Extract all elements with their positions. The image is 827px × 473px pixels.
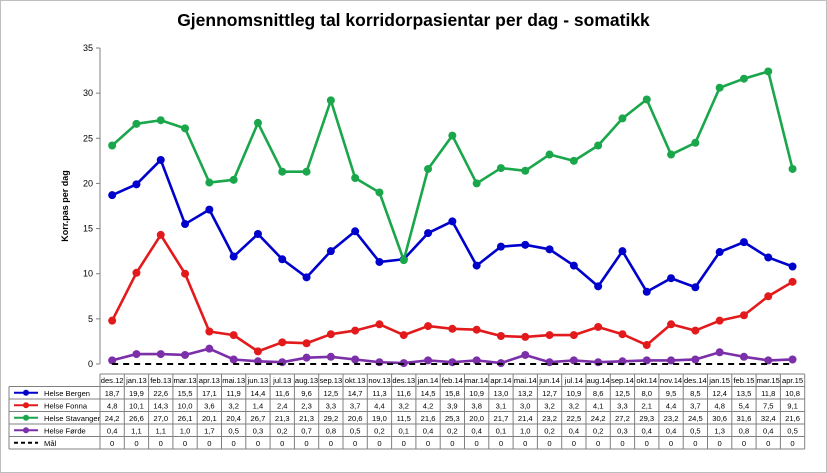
data-point	[375, 188, 383, 196]
data-point	[497, 243, 505, 251]
data-table-cell: 8,6	[592, 388, 604, 398]
y-axis-label: Korr.pas per dag	[60, 170, 70, 242]
data-point	[254, 230, 262, 238]
data-table-cell: 8,5	[690, 388, 701, 398]
data-point	[740, 75, 748, 83]
data-table-cell: 21,7	[493, 413, 509, 423]
data-point	[375, 320, 383, 328]
data-table-cell: 30,6	[712, 413, 728, 423]
data-table-cell: 0	[401, 438, 406, 448]
data-table-cell: 0,4	[422, 426, 434, 436]
data-point	[789, 278, 797, 286]
data-table-cell: 18,7	[104, 388, 120, 398]
data-table-cell: 9,5	[665, 388, 677, 398]
data-point	[254, 119, 262, 127]
data-table-cell: 1,4	[252, 401, 264, 411]
data-point	[205, 179, 213, 187]
data-table-cell: 0	[110, 438, 115, 448]
data-table-cell: 3,1	[495, 401, 507, 411]
legend-marker-1	[23, 402, 29, 408]
x-tick-label: nov.14	[659, 376, 683, 385]
data-point	[230, 176, 238, 184]
data-table-cell: 17,1	[201, 388, 217, 398]
data-table-cell: 5,4	[738, 401, 750, 411]
data-table-cell: 24,5	[687, 413, 703, 423]
data-table-cell: 3,3	[617, 401, 628, 411]
data-point	[643, 95, 651, 103]
x-tick-label: mai.14	[513, 376, 537, 385]
data-table-cell: 2,3	[301, 401, 312, 411]
data-point	[132, 180, 140, 188]
data-table-cell: 0,8	[325, 426, 337, 436]
x-tick-label: jan.13	[126, 376, 147, 385]
data-point	[497, 164, 505, 172]
data-table-cell: 11,8	[761, 388, 776, 398]
data-table-cell: 32,4	[760, 413, 776, 423]
x-tick-label: feb.15	[733, 376, 755, 385]
data-table-cell: 0	[255, 438, 261, 448]
data-table-cell: 14,7	[347, 388, 363, 398]
data-point	[716, 248, 724, 256]
data-table-cell: 0	[498, 438, 504, 448]
data-table-cell: 21,4	[517, 413, 533, 423]
data-point	[546, 331, 554, 339]
data-table-cell: 4,2	[422, 401, 434, 411]
data-table-cell: 3,2	[544, 401, 555, 411]
data-table-cell: 13,5	[736, 388, 752, 398]
data-point	[400, 331, 408, 339]
data-point	[570, 262, 578, 270]
data-table-cell: 26,6	[129, 413, 144, 423]
data-table-cell: 21,6	[420, 413, 436, 423]
x-tick-label: aug.14	[586, 376, 610, 385]
x-tick-label: mai.13	[222, 376, 246, 385]
data-table-cell: 0,4	[106, 426, 118, 436]
data-table-cell: 20,4	[226, 413, 242, 423]
data-table-cell: 12,7	[542, 388, 557, 398]
x-tick-label: mar.15	[756, 376, 780, 385]
data-table-cell: 12,5	[323, 388, 339, 398]
data-table-cell: 11,6	[275, 388, 290, 398]
data-point	[181, 124, 189, 132]
x-tick-label: des.14	[683, 376, 707, 385]
data-table-cell: 0,5	[690, 426, 701, 436]
data-table-cell: 0	[207, 438, 212, 448]
data-point	[132, 350, 140, 358]
data-point	[789, 165, 797, 173]
data-point	[789, 355, 797, 363]
data-table-cell: 9,1	[787, 401, 798, 411]
data-point	[424, 165, 432, 173]
x-tick-label: feb.14	[441, 376, 463, 385]
data-table-cell: 0	[182, 438, 188, 448]
data-table-cell: 20,1	[201, 413, 217, 423]
data-table-cell: 0,1	[398, 426, 410, 436]
data-point	[157, 116, 165, 124]
data-table-cell: 21,3	[299, 413, 314, 423]
data-table-cell: 23,2	[663, 413, 679, 423]
data-table-cell: 0	[450, 438, 455, 448]
data-table-cell: 0	[231, 438, 236, 448]
chart-title: Gjennomsnittleg tal korridorpasientar per dag - somatikk	[177, 10, 650, 30]
data-point	[132, 269, 140, 277]
data-table-cell: 26,7	[250, 413, 266, 423]
y-tick-label: 30	[82, 88, 93, 99]
data-table-cell: 3,2	[568, 401, 580, 411]
data-table-cell: 0	[790, 438, 795, 448]
legend-label: Mål	[44, 438, 57, 448]
data-table-cell: 3,2	[228, 401, 239, 411]
data-table-cell: 4,8	[714, 401, 725, 411]
data-point	[351, 355, 359, 363]
data-table-cell: 0	[620, 438, 625, 448]
x-tick-label: sep.13	[319, 376, 343, 385]
data-point	[230, 331, 238, 339]
x-tick-label: jan.14	[417, 376, 439, 385]
data-point	[351, 227, 359, 235]
data-point	[303, 273, 311, 281]
data-point	[205, 206, 213, 214]
data-point	[424, 229, 432, 237]
data-table-cell: 0	[766, 438, 771, 448]
data-point	[497, 332, 505, 340]
data-point	[764, 292, 772, 300]
data-point	[108, 191, 116, 199]
data-table-cell: 0	[547, 438, 552, 448]
data-point	[424, 322, 432, 330]
series-line-0	[112, 160, 792, 292]
data-point	[594, 323, 602, 331]
data-table-cell: 21,6	[785, 413, 800, 423]
x-tick-label: okt.14	[636, 376, 658, 385]
data-table-cell: 0	[596, 438, 601, 448]
series-line-2	[112, 71, 792, 260]
data-point	[618, 330, 626, 338]
data-table-cell: 11,9	[226, 388, 241, 398]
y-tick-label: 0	[87, 359, 93, 369]
data-table-cell: 10,1	[129, 401, 144, 411]
y-tick-label: 20	[82, 178, 93, 189]
data-table-cell: 0,3	[252, 426, 264, 436]
data-table-cell: 0	[571, 438, 576, 448]
data-table-cell: 11,5	[396, 413, 411, 423]
data-point	[764, 67, 772, 75]
data-point	[157, 231, 165, 239]
series-line-1	[112, 235, 792, 351]
data-table-cell: 1,0	[519, 426, 531, 436]
data-table-cell: 31,6	[736, 413, 752, 423]
data-table-cell: 1,3	[714, 426, 725, 436]
data-point	[108, 317, 116, 325]
data-table-cell: 13,0	[493, 388, 509, 398]
data-table-cell: 13,2	[517, 388, 533, 398]
legend-label: Helse Stavanger	[44, 413, 101, 423]
x-tick-label: sep.14	[611, 376, 634, 385]
data-table-cell: 0,4	[665, 426, 677, 436]
data-point	[230, 253, 238, 261]
data-table-cell: 22,5	[566, 413, 582, 423]
data-point	[327, 353, 335, 361]
data-table-cell: 0	[134, 438, 139, 448]
data-point	[546, 151, 554, 159]
data-table-cell: 19,0	[372, 413, 387, 423]
data-table-cell: 0	[425, 438, 431, 448]
data-table-cell: 0	[304, 438, 309, 448]
data-point	[691, 327, 699, 335]
data-table-cell: 22,6	[153, 388, 169, 398]
data-point	[132, 120, 140, 128]
data-table-cell: 0,1	[495, 426, 507, 436]
data-point	[400, 256, 408, 264]
legend-label: Helse Førde	[44, 426, 86, 436]
data-point	[546, 245, 554, 253]
data-point	[230, 355, 238, 363]
data-table-cell: 0	[741, 438, 747, 448]
data-point	[594, 282, 602, 290]
data-table-cell: 0	[644, 438, 649, 448]
data-point	[667, 151, 675, 159]
data-point	[473, 179, 481, 187]
data-table-cell: 15,5	[177, 388, 193, 398]
data-table-cell: 8,0	[641, 388, 653, 398]
data-table-cell: 3,6	[204, 401, 215, 411]
data-point	[740, 238, 748, 246]
data-point	[740, 311, 748, 319]
data-point	[691, 283, 699, 291]
data-table-cell: 24,2	[104, 413, 120, 423]
data-point	[278, 255, 286, 263]
data-table-cell: 0	[474, 438, 479, 448]
data-table-cell: 1,7	[204, 426, 215, 436]
data-table-cell: 0	[280, 438, 285, 448]
data-table-cell: 0	[377, 438, 382, 448]
data-table-cell: 2,1	[641, 401, 653, 411]
data-point	[181, 220, 189, 228]
data-table-cell: 0,2	[447, 426, 458, 436]
data-point	[521, 167, 529, 175]
data-table-cell: 0	[328, 438, 333, 448]
data-table-cell: 24,2	[590, 413, 606, 423]
x-tick-label: jun.14	[539, 376, 560, 385]
data-point	[181, 351, 189, 359]
data-table-cell: 15,8	[444, 388, 460, 398]
data-table-cell: 19,9	[129, 388, 144, 398]
data-table-cell: 4,8	[106, 401, 118, 411]
data-table-cell: 0,5	[228, 426, 239, 436]
x-tick-label: nov.13	[368, 376, 391, 385]
data-table-cell: 0	[158, 438, 163, 448]
x-tick-label: aug.13	[294, 376, 319, 385]
x-tick-label: mar.14	[465, 376, 489, 385]
data-point	[327, 96, 335, 104]
data-point	[667, 320, 675, 328]
data-point	[764, 253, 772, 261]
data-table-cell: 3,7	[349, 401, 361, 411]
y-tick-label: 5	[87, 313, 93, 324]
legend-marker-2	[23, 415, 29, 421]
data-table-cell: 0,2	[544, 426, 555, 436]
data-table-cell: 0,4	[568, 426, 580, 436]
data-point	[351, 174, 359, 182]
data-table-cell: 9,6	[301, 388, 312, 398]
data-point	[205, 345, 213, 353]
data-point	[303, 168, 311, 176]
data-point	[448, 217, 456, 225]
data-table-cell: 29,3	[639, 413, 655, 423]
data-point	[448, 132, 456, 140]
data-point	[643, 341, 651, 349]
data-point	[691, 139, 699, 147]
data-point	[521, 241, 529, 249]
data-table-cell: 3,3	[325, 401, 337, 411]
x-tick-label: jan.15	[709, 376, 731, 385]
legend-label: Helse Fonna	[44, 401, 88, 411]
data-point	[278, 168, 286, 176]
data-table-cell: 11,6	[396, 388, 411, 398]
data-table-cell: 1,1	[155, 426, 167, 436]
data-table-cell: 1,1	[131, 426, 142, 436]
data-table-cell: 14,5	[420, 388, 436, 398]
data-table-cell: 0,5	[349, 426, 361, 436]
data-table-cell: 12,5	[615, 388, 630, 398]
data-point	[521, 333, 529, 341]
x-tick-label: des.12	[100, 376, 124, 385]
data-table-cell: 10,8	[785, 388, 800, 398]
data-point	[691, 355, 699, 363]
data-point	[618, 247, 626, 255]
x-tick-label: des.13	[392, 376, 416, 385]
data-table-cell: 7,5	[762, 401, 774, 411]
data-table-cell: 0,4	[471, 426, 482, 436]
data-point	[521, 351, 529, 359]
data-table-cell: 26,1	[177, 413, 193, 423]
data-table-cell: 2,4	[276, 401, 288, 411]
data-table-cell: 11,3	[372, 388, 387, 398]
x-tick-label: apr.14	[490, 376, 512, 385]
y-tick-label: 25	[82, 133, 93, 144]
data-point	[473, 326, 481, 334]
data-table-cell: 3,9	[447, 401, 458, 411]
data-point	[327, 247, 335, 255]
data-point	[643, 288, 651, 296]
x-tick-label: jul.13	[273, 376, 292, 385]
x-tick-label: jun.13	[247, 376, 269, 385]
data-point	[740, 353, 748, 361]
data-point	[716, 84, 724, 92]
data-point	[594, 142, 602, 150]
data-point	[157, 156, 165, 164]
data-point	[351, 327, 359, 335]
data-table-cell: 0	[353, 438, 358, 448]
data-table-cell: 0	[523, 438, 528, 448]
data-point	[254, 347, 262, 355]
data-point	[157, 350, 165, 358]
data-table-cell: 20,0	[469, 413, 485, 423]
data-table-cell: 4,1	[592, 401, 604, 411]
data-point	[667, 274, 675, 282]
legend-marker-0	[23, 390, 29, 396]
data-table-cell: 21,3	[274, 413, 290, 423]
data-point	[205, 327, 213, 335]
data-point	[108, 142, 116, 150]
data-point	[716, 317, 724, 325]
data-table-cell: 25,3	[444, 413, 460, 423]
data-table-cell: 10,9	[566, 388, 582, 398]
y-tick-label: 35	[82, 43, 93, 53]
legend-marker-3	[23, 427, 29, 433]
data-point	[789, 262, 797, 270]
data-table-cell: 0	[693, 438, 698, 448]
data-table-cell: 4,4	[665, 401, 677, 411]
x-tick-label: apr.15	[781, 376, 804, 385]
legend-label: Helse Bergen	[44, 388, 91, 398]
x-tick-label: apr.13	[198, 376, 220, 385]
data-table-cell: 27,0	[153, 413, 169, 423]
data-table-cell: 10,9	[469, 388, 485, 398]
data-point	[181, 270, 189, 278]
data-table-cell: 3,7	[690, 401, 701, 411]
data-table-cell: 3,0	[519, 401, 531, 411]
x-tick-label: jul.14	[564, 376, 583, 385]
data-table-cell: 10,0	[177, 401, 193, 411]
x-tick-label: mar.13	[173, 376, 197, 385]
data-table-cell: 0,2	[374, 426, 385, 436]
data-table-cell: 23,2	[542, 413, 557, 423]
x-tick-label: feb.13	[150, 376, 172, 385]
data-point	[278, 338, 286, 346]
data-table-cell: 0,3	[617, 426, 628, 436]
data-point	[570, 157, 578, 165]
y-tick-label: 15	[82, 223, 93, 234]
data-table-cell: 3,2	[398, 401, 410, 411]
data-table-cell: 0,4	[641, 426, 653, 436]
data-table-cell: 0,7	[301, 426, 312, 436]
data-table-cell: 14,3	[153, 401, 169, 411]
data-table-cell: 27,2	[615, 413, 630, 423]
y-tick-label: 10	[82, 268, 93, 279]
data-table-cell: 0	[668, 438, 674, 448]
data-table-cell: 14,4	[250, 388, 266, 398]
data-table-cell: 0,4	[762, 426, 774, 436]
x-tick-label: okt.13	[344, 376, 366, 385]
data-point	[473, 262, 481, 270]
data-table-cell: 0	[717, 438, 722, 448]
data-point	[716, 348, 724, 356]
data-table-cell: 0,2	[592, 426, 604, 436]
data-table-cell: 12,4	[712, 388, 728, 398]
data-table-cell: 1,0	[179, 426, 191, 436]
data-table-cell: 0,2	[276, 426, 288, 436]
data-point	[448, 325, 456, 333]
data-table-cell: 29,2	[323, 413, 339, 423]
data-table-cell: 20,6	[347, 413, 363, 423]
data-point	[327, 330, 335, 338]
data-point	[303, 339, 311, 347]
data-point	[375, 258, 383, 266]
data-point	[618, 114, 626, 122]
data-table-cell: 3,8	[471, 401, 482, 411]
data-point	[303, 354, 311, 362]
data-table-cell: 4,4	[374, 401, 385, 411]
data-point	[570, 331, 578, 339]
data-table-cell: 0,8	[738, 426, 750, 436]
data-table-cell: 0,5	[787, 426, 798, 436]
